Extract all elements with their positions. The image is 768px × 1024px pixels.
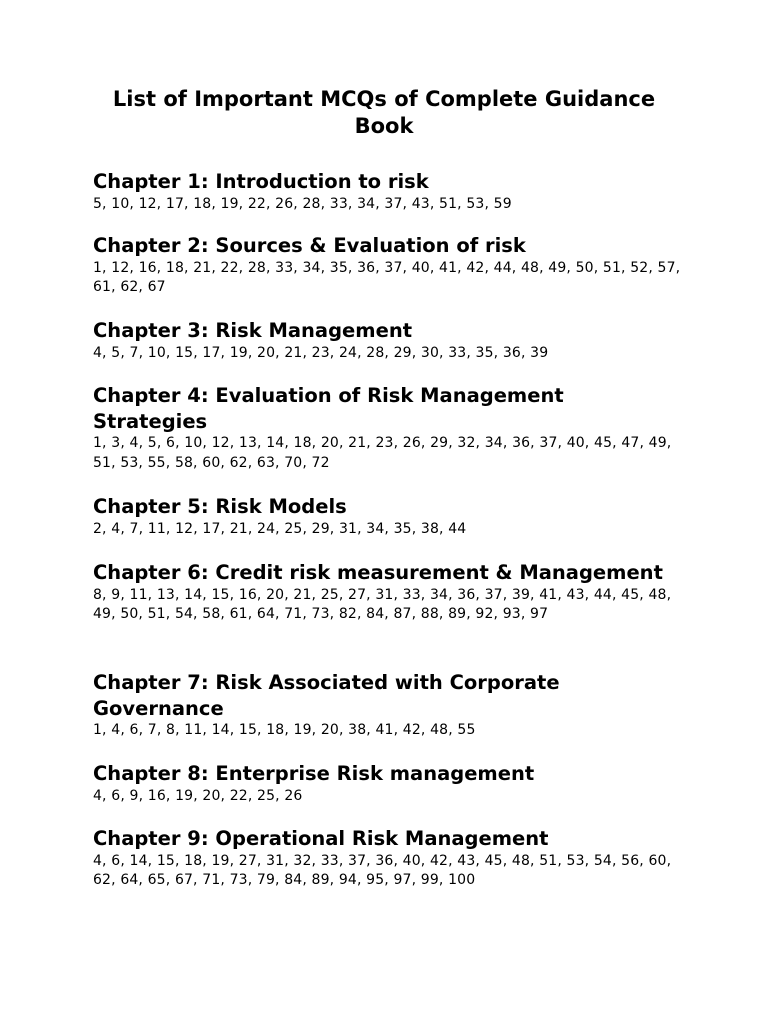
chapter-heading: Chapter 5: Risk Models xyxy=(93,495,347,518)
mcq-number-list: 1, 3, 4, 5, 6, 10, 12, 13, 14, 18, 20, 21, 23, 26, 29, 32, 34, 36, 37, 40, 45, 47, 49, 51, 53, 55, 58, 60, 62, 63, 70, 72 xyxy=(93,435,672,471)
chapter-heading: Chapter 7: Risk Associated with Corporate Governance xyxy=(93,671,560,720)
chapter-heading: Chapter 2: Sources & Evaluation of risk xyxy=(93,234,526,257)
mcq-number-list: 4, 6, 14, 15, 18, 19, 27, 31, 32, 33, 37, 36, 40, 42, 43, 45, 48, 51, 53, 54, 56, 60, 62, 64, 65, 67, 71, 73, 79, 84, 89, 94, 95, 97, 99, 100 xyxy=(93,852,672,888)
chapter-heading: Chapter 4: Evaluation of Risk Management Strategies xyxy=(93,384,564,433)
chapter-6-section xyxy=(93,560,683,625)
chapter-7-section xyxy=(93,670,683,741)
chapter-5-section xyxy=(93,494,683,539)
chapter-heading: Chapter 3: Risk Management xyxy=(93,319,413,342)
chapter-9-section xyxy=(93,826,683,891)
chapter-heading: Chapter 9: Operational Risk Management xyxy=(93,827,549,850)
chapter-4-section xyxy=(93,383,683,473)
document-title: List of Important MCQs of Complete Guidance Book xyxy=(112,87,656,138)
chapter-3-section xyxy=(93,318,683,363)
mcq-number-list: 1, 4, 6, 7, 8, 11, 14, 15, 18, 19, 20, 38, 41, 42, 48, 55 xyxy=(93,722,476,738)
chapter-1-section xyxy=(93,169,683,214)
chapter-8-section xyxy=(93,761,683,806)
chapter-heading: Chapter 1: Introduction to risk xyxy=(93,170,429,193)
chapter-heading: Chapter 6: Credit risk measurement & Management xyxy=(93,561,663,584)
mcq-number-list: 4, 5, 7, 10, 15, 17, 19, 20, 21, 23, 24, 28, 29, 30, 33, 35, 36, 39 xyxy=(93,344,549,361)
mcq-number-list: 5, 10, 12, 17, 18, 19, 22, 26, 28, 33, 34, 37, 43, 51, 53, 59 xyxy=(93,195,512,212)
mcq-number-list: 8, 9, 11, 13, 14, 15, 16, 20, 21, 25, 27, 31, 33, 34, 36, 37, 39, 41, 43, 44, 45, 48, 49, 50, 51, 54, 58, 61, 64, 71, 73, 82, 84, 87, 88, 89, 92, 93, 97 xyxy=(93,586,672,622)
mcq-number-list: 4, 6, 9, 16, 19, 20, 22, 25, 26 xyxy=(93,787,303,804)
mcq-number-list: 2, 4, 7, 11, 12, 17, 21, 24, 25, 29, 31, 34, 35, 38, 44 xyxy=(93,520,467,537)
mcq-number-list: 1, 12, 16, 18, 21, 22, 28, 33, 34, 35, 36, 37, 40, 41, 42, 44, 48, 49, 50, 51, 52, 57, 61, 62, 67 xyxy=(93,259,681,295)
chapter-heading: Chapter 8: Enterprise Risk management xyxy=(93,762,535,785)
chapter-2-section xyxy=(93,233,683,298)
